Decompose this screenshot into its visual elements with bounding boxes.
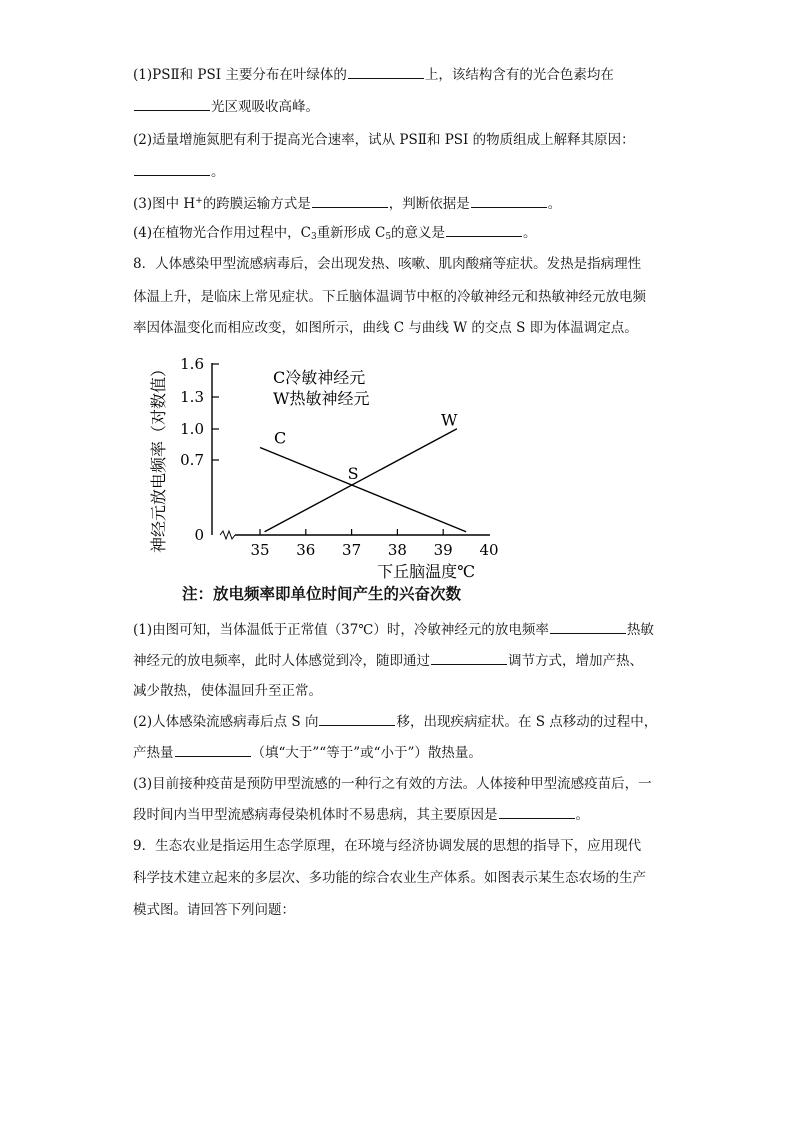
q9-line3 xyxy=(133,901,295,919)
q8-intro-line3 xyxy=(133,319,638,337)
q8-sub1-text-d: 调节方式，增加产热、 xyxy=(508,653,643,669)
q8-sub3-text-b: 段时间内当甲型流感病毒侵染机体时不易患病，其主要原因是 xyxy=(133,807,498,823)
q9-text-3: 模式图。请回答下列问题： xyxy=(133,902,295,918)
x-tick-label: 35 xyxy=(250,541,270,559)
q8-sub2-text-b: 移，出现疾病症状。在 S 点移动的过程中， xyxy=(396,714,658,730)
q8-sub3-line1 xyxy=(133,775,652,793)
series-line-C xyxy=(260,447,466,531)
y-tick-label: 0.7 xyxy=(180,451,204,469)
q7-part2-line2 xyxy=(133,163,225,181)
q8-sub2-text-c: 产热量 xyxy=(133,745,174,761)
y-tick-label: 1.0 xyxy=(180,420,204,438)
q9-text-1: 9．生态农业是指运用生态学原理，在环境与经济协调发展的思想的指导下，应用现代 xyxy=(133,838,642,854)
q8-intro-line2 xyxy=(133,288,646,306)
answer-blank[interactable] xyxy=(499,806,575,819)
q7-part3-text-c: ，判断依据是 xyxy=(388,196,470,212)
q8-sub2-text-a: (2)人体感染流感病毒后点 S 向 xyxy=(133,714,319,730)
q8-sub1-text-a: (1)由图可知，当体温低于正常值（37℃）时，冷敏神经元的放电频率 xyxy=(133,622,549,638)
q7-part4 xyxy=(133,224,537,246)
q8-sub1-text-c: 神经元的放电频率，此时人体感觉到冷，随即通过 xyxy=(133,653,430,669)
neuron-frequency-chart xyxy=(140,345,520,610)
q8-sub2-text-d: （填“大于”“等于”或“小于”）散热量。 xyxy=(251,745,482,761)
answer-blank[interactable] xyxy=(471,195,547,208)
x-tick-label: 36 xyxy=(296,541,316,559)
answer-blank[interactable] xyxy=(134,98,210,111)
q7-part4-text-b: 重新形成 C xyxy=(316,225,386,241)
q8-intro-line1 xyxy=(133,255,641,273)
q7-part1-text-c: 光区观吸收高峰。 xyxy=(211,99,319,115)
x-tick-label: 37 xyxy=(342,541,362,559)
q8-sub3-text-a: (3)目前接种疫苗是预防甲型流感的一种行之有效的方法。人体接种甲型流感疫苗后，一 xyxy=(133,776,652,792)
x-axis-label: 下丘脑温度℃ xyxy=(377,562,475,581)
q8-intro-text-3: 率因体温变化而相应改变，如图所示，曲线 C 与曲线 W 的交点 S 即为体温调定点。 xyxy=(133,320,638,336)
q8-sub1-line3 xyxy=(133,682,322,700)
q7-part1-line1 xyxy=(133,66,614,84)
answer-blank[interactable] xyxy=(319,713,395,726)
answer-blank[interactable] xyxy=(446,224,522,237)
answer-blank[interactable] xyxy=(431,652,507,665)
q8-sub1-text-b: 热敏 xyxy=(626,622,654,638)
q9-line2 xyxy=(133,869,646,887)
q9-text-2: 科学技术建立起来的多层次、多功能的综合农业生产体系。如图表示某生态农场的生产 xyxy=(133,870,646,886)
q7-part2-text: (2)适量增施氮肥有利于提高光合速率，试从 PSⅡ和 PSI 的物质组成上解释其原因： xyxy=(133,132,635,148)
q8-intro-text-1: 8．人体感染甲型流感病毒后，会出现发热、咳嗽、肌肉酸痛等症状。发热是指病理性 xyxy=(133,256,642,272)
answer-blank[interactable] xyxy=(175,744,251,757)
q8-sub2-line1 xyxy=(133,713,657,731)
q9-line1 xyxy=(133,837,641,855)
superscript: + xyxy=(195,196,203,206)
answer-blank[interactable] xyxy=(312,195,388,208)
answer-blank[interactable] xyxy=(550,621,626,634)
q7-part1-line2 xyxy=(133,98,319,116)
axis-break-mark xyxy=(220,531,235,539)
q7-part3-end: 。 xyxy=(547,196,562,212)
q7-part3 xyxy=(133,192,561,213)
q8-sub3-end: 。 xyxy=(575,807,589,823)
q7-part4-text-a: (4)在植物光合作用过程中，C xyxy=(133,225,311,241)
q8-sub1-line1 xyxy=(133,621,654,639)
q7-part3-text-a: (3)图中 H xyxy=(133,196,196,212)
q8-sub2-line2 xyxy=(133,744,482,762)
y-tick-label: 0 xyxy=(194,526,204,544)
series-label-C: C xyxy=(274,428,287,448)
chart-note: 注：放电频率即单位时间产生的兴奋次数 xyxy=(182,584,462,603)
answer-blank[interactable] xyxy=(348,66,424,79)
q7-part2-line1 xyxy=(133,131,635,149)
intersection-label: S xyxy=(347,463,359,483)
series-label-W: W xyxy=(440,410,458,430)
y-tick-label: 1.3 xyxy=(180,388,204,406)
q8-sub1-text-e: 减少散热，使体温回升至正常。 xyxy=(133,683,322,699)
x-tick-label: 39 xyxy=(433,541,453,559)
q7-part3-text-b: 的跨膜运输方式是 xyxy=(202,196,311,212)
q8-intro-text-2: 体温上升，是临床上常见症状。下丘脑体温调节中枢的冷敏神经元和热敏神经元放电频 xyxy=(133,289,646,305)
y-tick-label: 1.6 xyxy=(180,355,204,373)
q7-part2-end: 。 xyxy=(211,164,225,180)
y-axis-label: 神经元放电频率（对数值） xyxy=(149,360,168,553)
q8-sub3-line2 xyxy=(133,806,589,824)
x-tick-label: 38 xyxy=(387,541,407,559)
legend-cold-neuron: C冷敏神经元 xyxy=(273,368,366,387)
answer-blank[interactable] xyxy=(134,163,210,176)
q7-part1-text-a: (1)PSⅡ和 PSI 主要分布在叶绿体的 xyxy=(133,67,347,83)
subscript: 3 xyxy=(310,232,317,242)
x-tick-label: 40 xyxy=(479,541,499,559)
q7-part1-text-b: 上，该结构含有的光合色素均在 xyxy=(424,67,614,83)
q7-part4-text-c: 的意义是 xyxy=(391,225,446,241)
q7-part4-end: 。 xyxy=(523,225,537,241)
legend-warm-neuron: W热敏神经元 xyxy=(273,389,370,408)
q8-sub1-line2 xyxy=(133,652,643,670)
subscript: 5 xyxy=(385,232,392,242)
